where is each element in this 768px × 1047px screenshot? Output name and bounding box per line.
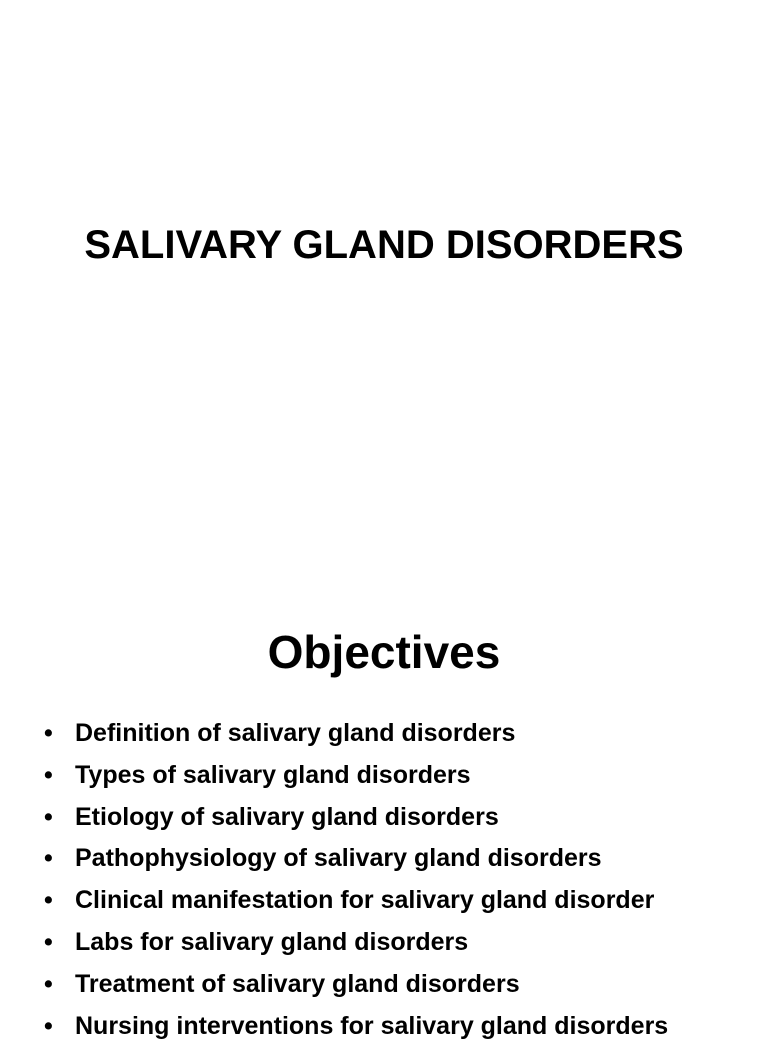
bullet-icon: •	[44, 844, 53, 873]
list-item-text: Pathophysiology of salivary gland disorders	[75, 844, 602, 873]
list-item-text: Labs for salivary gland disorders	[75, 927, 469, 956]
bullet-icon: •	[44, 760, 53, 789]
slide-title-heading: SALIVARY GLAND DISORDERS	[84, 223, 684, 267]
bullet-icon: •	[44, 886, 53, 915]
list-item-text: Types of salivary gland disorders	[75, 760, 471, 789]
list-item-text: Etiology of salivary gland disorders	[75, 802, 499, 831]
bullet-icon: •	[44, 1011, 53, 1040]
bullet-icon: •	[44, 927, 53, 956]
list-item-text: Definition of salivary gland disorders	[75, 719, 516, 747]
slide-objectives	[0, 576, 768, 1040]
list-item-text: Clinical manifestation for salivary gland disorder	[75, 886, 655, 915]
objectives-heading: Objectives	[267, 626, 501, 678]
bullet-icon: •	[44, 719, 53, 747]
list-item-text: Nursing interventions for salivary gland disorders	[75, 1011, 669, 1040]
list-item-text: Treatment of salivary gland disorders	[75, 969, 520, 998]
bullet-icon: •	[44, 969, 53, 998]
bullet-icon: •	[44, 802, 53, 831]
